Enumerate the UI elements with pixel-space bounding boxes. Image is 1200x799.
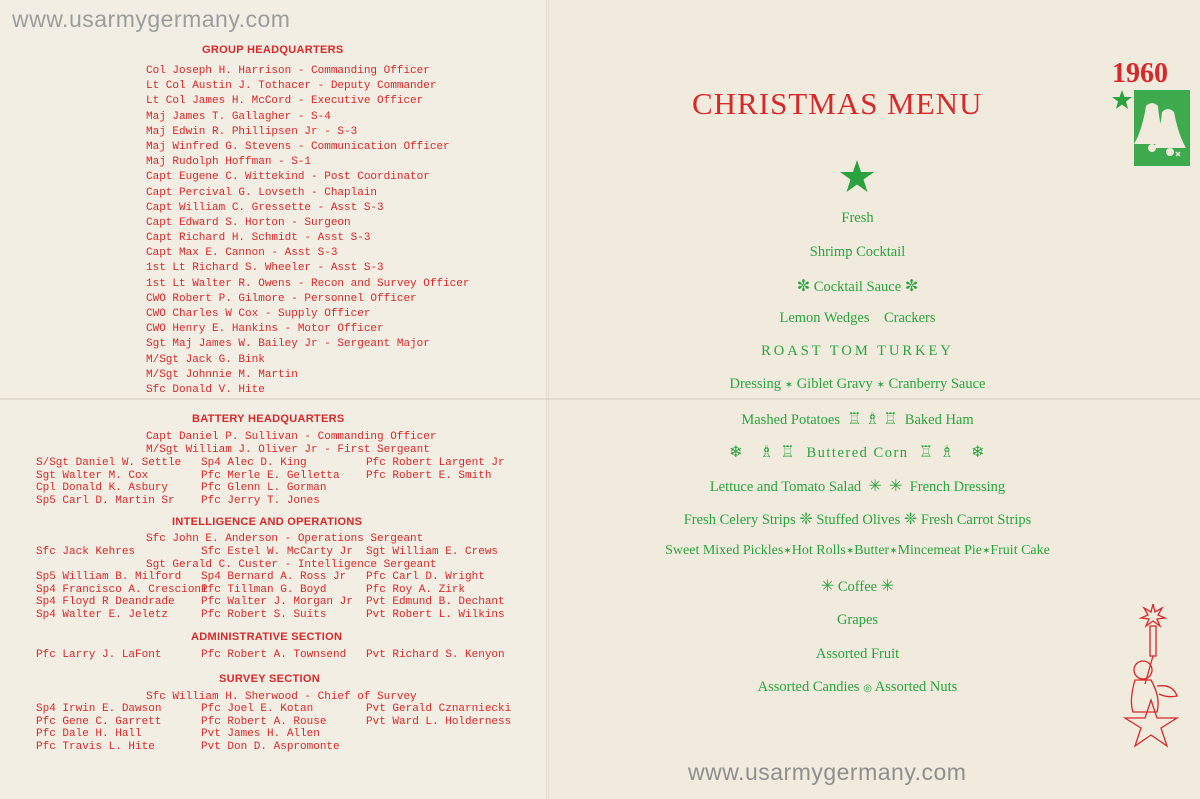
candle-ornament-icon: ♗ xyxy=(759,444,776,461)
year-label: 1960 xyxy=(1112,58,1168,89)
menu-item: ROAST TOM TURKEY xyxy=(761,343,954,359)
star-icon xyxy=(840,160,874,193)
roster-line: CWO Henry E. Hankins - Motor Officer xyxy=(146,323,384,336)
roster-line: 1st Lt Walter R. Owens - Recon and Survey Officer xyxy=(146,277,470,290)
menu-item: Fresh xyxy=(841,210,874,226)
roster-line: Pvt Robert L. Wilkins xyxy=(366,608,505,621)
roster-line: Pfc Robert A. Townsend xyxy=(201,649,347,661)
snowflake-icon: ✼ xyxy=(904,278,919,295)
menu-item: French Dressing xyxy=(909,479,1006,495)
star-bullet-icon: ✶ xyxy=(784,380,794,391)
survey-col-2 xyxy=(201,703,340,753)
menu-item-row xyxy=(620,476,1095,496)
snowflake-icon: ❈ xyxy=(799,511,813,528)
menu-item: Cranberry Sauce xyxy=(888,376,986,392)
intel-col-3 xyxy=(366,571,505,621)
survey-col-1 xyxy=(36,703,161,753)
menu-item: Fresh Celery Strips xyxy=(683,512,796,528)
menu-item: Sweet Mixed Pickles xyxy=(665,543,784,558)
roster-line: Pfc Robert S. Suits xyxy=(201,608,327,621)
roster-line: Cpl Donald K. Asbury xyxy=(36,482,169,495)
candle-ornament-icon: ♖ xyxy=(780,444,797,461)
snowflake-icon: ❈ xyxy=(903,511,918,528)
roster-line: Sfc William H. Sherwood - Chief of Survey xyxy=(146,691,417,703)
menu-item: Coffee xyxy=(837,579,878,595)
menu-item-row xyxy=(620,376,1095,393)
roster-line: Lt Col Austin J. Tothacer - Deputy Commander xyxy=(146,80,437,93)
roster-line: Pvt Ward L. Holderness xyxy=(366,715,512,728)
roster-line: Pvt James H. Allen xyxy=(201,728,320,741)
roster-line: Capt William C. Gressette - Asst S-3 xyxy=(146,201,384,214)
menu-item: Assorted Fruit xyxy=(815,646,900,662)
menu-item: Mincemeat Pie xyxy=(897,543,982,558)
menu-item: Fruit Cake xyxy=(990,543,1050,558)
menu-item: Assorted Candies xyxy=(757,679,860,695)
menu-item: Grapes xyxy=(836,612,879,628)
roster-line: Sp4 Floyd R Deandrade xyxy=(36,596,175,609)
star-bullet-icon: ✶ xyxy=(783,546,792,557)
roster-line: Sp5 William B. Milford xyxy=(36,571,182,583)
menu-item: Lettuce and Tomato Salad xyxy=(709,479,862,495)
roster-line: M/Sgt Jack G. Bink xyxy=(146,353,265,366)
snowflake-icon: ✳ xyxy=(868,478,882,495)
roster-line: Pvt Don D. Aspromonte xyxy=(201,740,340,753)
roster-line: Sp4 Irwin E. Dawson xyxy=(36,703,162,715)
roster-line: Pfc Walter J. Morgan Jr xyxy=(201,596,353,609)
battery-col-3 xyxy=(366,457,505,482)
snowflake-icon: ✳ xyxy=(820,578,835,595)
roster-line: M/Sgt Johnnie M. Martin xyxy=(146,368,298,381)
roster-line: Col Joseph H. Harrison - Commanding Officer xyxy=(146,65,430,77)
menu-item-row xyxy=(620,509,1095,529)
battery-hq-title: BATTERY HEADQUARTERS xyxy=(192,413,345,425)
dot-bullet-icon: ◎ xyxy=(863,683,872,694)
menu-item: Crackers xyxy=(883,310,936,326)
roster-line: Pfc Larry J. LaFont xyxy=(36,649,162,661)
roster-line: CWO Robert P. Gilmore - Personnel Officer xyxy=(146,292,417,305)
star-bullet-icon: ✶ xyxy=(981,546,991,557)
roster-line: Pfc Dale H. Hall xyxy=(36,728,142,741)
roster-line: Sfc Jack Kehres xyxy=(36,546,136,558)
menu-item: Stuffed Olives xyxy=(816,512,901,528)
menu-item: Butter xyxy=(854,543,890,558)
snowflake-icon: ❄ xyxy=(729,444,745,461)
survey-title: SURVEY SECTION xyxy=(219,673,320,685)
menu-item: Assorted Nuts xyxy=(874,679,958,695)
survey-col-3 xyxy=(366,703,511,728)
menu-item-row xyxy=(620,442,1095,462)
menu-item: Baked Ham xyxy=(904,412,974,428)
roster-line: Sp4 Alec D. King xyxy=(201,457,307,469)
roster-line: Pfc Robert A. Rouse xyxy=(201,715,327,728)
roster-line: Pfc Carl D. Wright xyxy=(366,571,485,583)
roster-line: Pfc Jerry T. Jones xyxy=(201,494,320,507)
roster-line: Pvt Edmund B. Dechant xyxy=(366,596,505,609)
intel-col-2 xyxy=(201,571,353,621)
menu-item: Mashed Potatoes xyxy=(741,412,841,428)
menu-item: Buttered Corn xyxy=(806,445,909,461)
roster-line: Sgt Gerald C. Custer - Intelligence Sergeant xyxy=(146,559,437,571)
roster-line: Maj Rudolph Hoffman - S-1 xyxy=(146,156,312,169)
menu-title: CHRISTMAS MENU xyxy=(692,86,983,121)
roster-line: Pfc Roy A. Zirk xyxy=(366,583,466,596)
bells-icon xyxy=(1112,86,1190,166)
menu-item-row xyxy=(620,679,1095,696)
roster-line: Pfc Robert E. Smith xyxy=(366,469,492,482)
intel-col-1 xyxy=(36,571,208,621)
candle-ornament-icon: ♖ xyxy=(918,444,935,461)
roster-line: Sfc John E. Anderson - Operations Sergeant xyxy=(146,533,424,545)
menu-item: Shrimp Cocktail xyxy=(809,244,906,260)
snowflake-icon: ✳ xyxy=(889,478,903,495)
candle-ornament-icon: ♗ xyxy=(865,411,880,428)
roster-line: Pvt Gerald Cznarniecki xyxy=(366,703,512,715)
watermark-bottom: www.usarmygermany.com xyxy=(688,759,967,785)
snowflake-icon: ❄ xyxy=(970,444,986,461)
snowflake-icon: ✳ xyxy=(880,578,895,595)
roster-line: Sp4 Francisco A. Crescioni xyxy=(36,583,208,596)
roster-line: Pfc Gene C. Garrett xyxy=(36,715,162,728)
roster-line: Sp4 Bernard A. Ross Jr xyxy=(201,571,347,583)
roster-line: Lt Col James H. McCord - Executive Officer xyxy=(146,95,424,108)
menu-item: Hot Rolls xyxy=(791,543,846,558)
roster-line: Sgt Maj James W. Bailey Jr - Sergeant Major xyxy=(146,338,430,351)
roster-line: S/Sgt Daniel W. Settle xyxy=(36,457,182,469)
admin-title: ADMINISTRATIVE SECTION xyxy=(191,631,343,643)
menu-item-row xyxy=(620,409,1095,429)
roster-line: Pfc Travis L. Hite xyxy=(36,740,155,753)
roster-line: Pfc Robert Largent Jr xyxy=(366,457,505,469)
roster-line: Pfc Merle E. Gelletta xyxy=(201,469,340,482)
group-hq-title: GROUP HEADQUARTERS xyxy=(202,44,344,56)
roster-line: Capt Daniel P. Sullivan - Commanding Officer xyxy=(146,431,437,443)
menu-item: Dressing xyxy=(729,376,782,392)
menu-item: Fresh Carrot Strips xyxy=(920,512,1032,528)
roster-line: Pfc Joel E. Kotan xyxy=(201,703,314,715)
roster-line: Sgt William E. Crews xyxy=(366,546,499,558)
roster-line: Capt Edward S. Horton - Surgeon xyxy=(146,216,351,229)
watermark-top: www.usarmygermany.com xyxy=(12,6,291,32)
menu-item: Giblet Gravy xyxy=(796,376,873,392)
menu-item: Cocktail Sauce xyxy=(813,279,902,295)
roster-line: Pfc Glenn L. Gorman xyxy=(201,482,327,495)
roster-line: Capt Richard H. Schmidt - Asst S-3 xyxy=(146,232,371,245)
candle-ornament-icon: ♖ xyxy=(847,411,862,428)
roster-line: 1st Lt Richard S. Wheeler - Asst S-3 xyxy=(146,262,384,275)
star-bullet-icon: ✶ xyxy=(889,546,898,557)
roster-line: Maj James T. Gallagher - S-4 xyxy=(146,110,331,123)
group-hq-roster xyxy=(146,64,469,398)
roster-line: Pvt Richard S. Kenyon xyxy=(366,649,505,661)
snowflake-icon: ✼ xyxy=(796,278,811,295)
candle-ornament-icon: ♗ xyxy=(939,444,956,461)
battery-col-1 xyxy=(36,457,181,507)
menu-item-row xyxy=(620,543,1095,559)
roster-line: Sfc Estel W. McCarty Jr xyxy=(201,546,353,558)
battery-col-2 xyxy=(201,457,340,507)
menu-item: Lemon Wedges xyxy=(779,310,870,326)
intel-ops-title: INTELLIGENCE AND OPERATIONS xyxy=(172,516,363,528)
roster-line: Sp5 Carl D. Martin Sr xyxy=(36,494,175,507)
star-bullet-icon: ✶ xyxy=(876,380,885,391)
roster-line: Maj Winfred G. Stevens - Communication Officer xyxy=(146,140,450,153)
roster-line: CWO Charles W Cox - Supply Officer xyxy=(146,308,371,320)
roster-line: Sgt Walter M. Cox xyxy=(36,469,149,482)
menu-item-row xyxy=(620,576,1095,596)
roster-line: Pfc Tillman G. Boyd xyxy=(201,583,327,596)
roster-line: Capt Max E. Cannon - Asst S-3 xyxy=(146,247,338,260)
menu-item-row xyxy=(620,276,1095,296)
candle-ornament-icon: ♖ xyxy=(883,411,898,428)
menu-item-row xyxy=(620,310,1095,327)
roster-line: Capt Percival G. Lovseth - Chaplain xyxy=(146,186,378,199)
horizontal-crease xyxy=(0,398,1200,400)
roster-line: Maj Edwin R. Phillipsen Jr - S-3 xyxy=(146,125,358,138)
candle-angel-icon xyxy=(1115,600,1190,750)
roster-line: Sp4 Walter E. Jeletz xyxy=(36,608,169,621)
roster-line: M/Sgt William J. Oliver Jr - First Sergeant xyxy=(146,444,430,456)
roster-line: Capt Eugene C. Wittekind - Post Coordinator xyxy=(146,171,430,184)
star-bullet-icon: ✶ xyxy=(845,546,855,557)
roster-line: Sfc Donald V. Hite xyxy=(146,383,265,396)
